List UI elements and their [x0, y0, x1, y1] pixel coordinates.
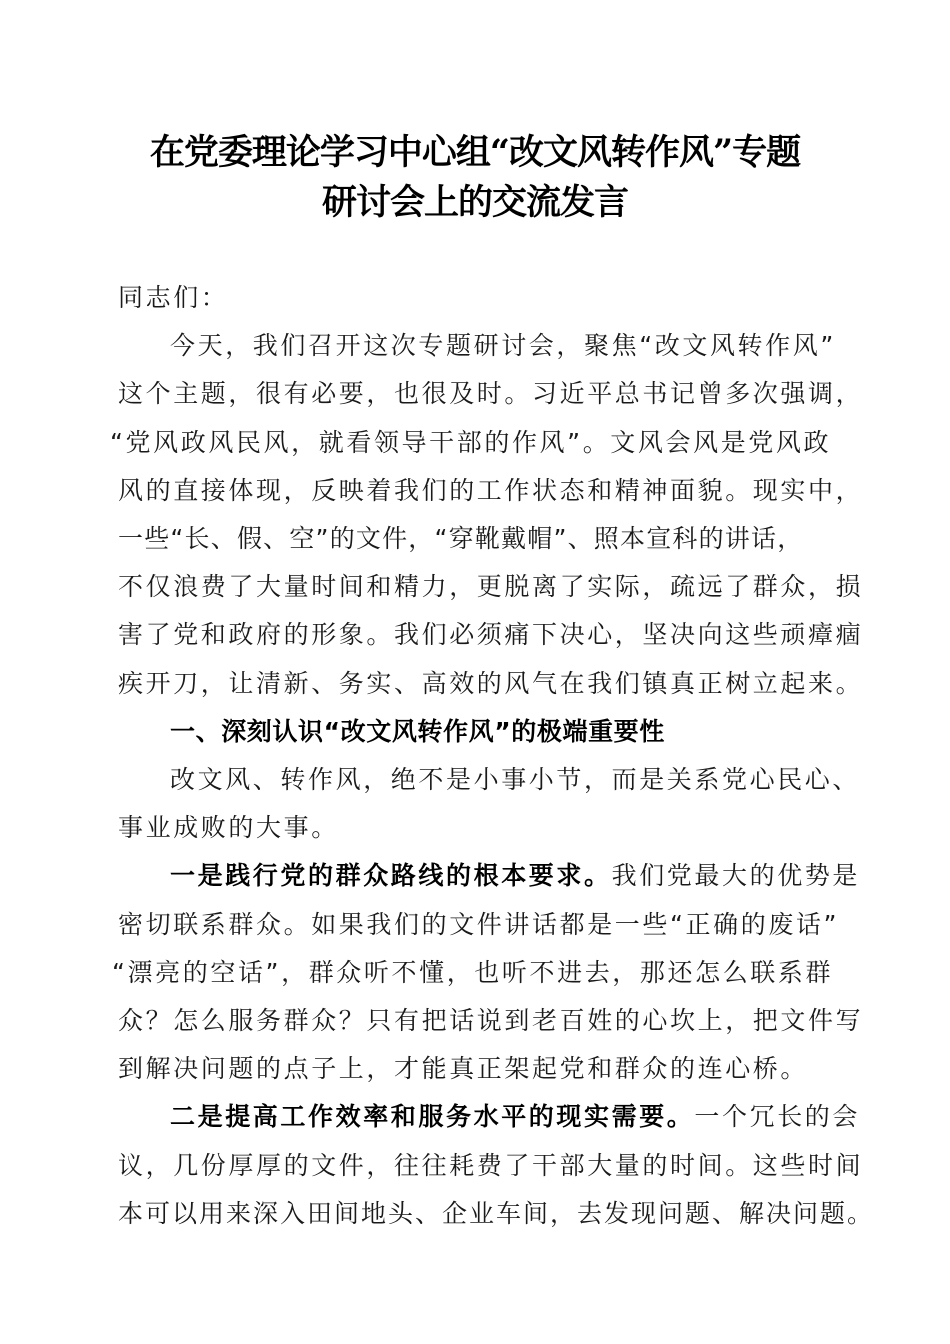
paragraph-intro	[110, 322, 864, 708]
text-line: 到解决问题的点子上，才能真正架起党和群众的连心桥。	[118, 1054, 809, 1084]
title-line-2: 研讨会上的交流发言	[321, 182, 628, 223]
text-line: 事业成败的大事。	[118, 813, 339, 843]
text-line: 密切联系群众。如果我们的文件讲话都是一些“正确的废话”	[118, 909, 840, 939]
section-heading-1: 一、深刻认识“改文风转作风”的极端重要性	[170, 716, 665, 746]
text-line	[118, 1093, 861, 1141]
point-text: 我们党最大的优势是	[611, 861, 861, 891]
text-line: 不仅浪费了大量时间和精力，更脱离了实际，疏远了群众，损	[118, 572, 864, 602]
text-line: “党风政风民风，就看领导干部的作风”。文风会风是党风政	[110, 427, 832, 457]
paragraph-point-2	[118, 1093, 875, 1238]
title-line-1: 在党委理论学习中心组“改文风转作风”专题	[149, 132, 801, 173]
text-line: 众？怎么服务群众？只有把话说到老百姓的心坎上，把文件写	[118, 1006, 864, 1036]
paragraph-section-intro	[118, 756, 861, 852]
text-line: 害了党和政府的形象。我们必须痛下决心，坚决向这些顽瘴痼	[118, 620, 864, 650]
document-title	[100, 128, 850, 228]
text-line: 今天，我们召开这次专题研讨会，聚焦“改文风转作风”	[170, 331, 836, 361]
document-body	[110, 274, 875, 1238]
point-lead: 一是践行党的群众路线的根本要求。	[170, 861, 612, 891]
point-lead: 二是提高工作效率和服务水平的现实需要。	[170, 1102, 695, 1132]
text-line: 本可以用来深入田间地头、企业车间，去发现问题、解决问题。	[118, 1198, 875, 1228]
text-line: 一些“长、假、空”的文件，“穿靴戴帽”、照本宣科的讲话，	[118, 524, 804, 554]
point-text: 一个冗长的会	[694, 1102, 861, 1132]
text-line: 议，几份厚厚的文件，往往耗费了干部大量的时间。这些时间	[118, 1150, 864, 1180]
text-line: “漂亮的空话”，群众听不懂，也听不进去，那还怎么联系群	[112, 957, 834, 987]
text-line: 风的直接体现，反映着我们的工作状态和精神面貌。现实中，	[118, 475, 864, 505]
salutation: 同志们：	[118, 283, 229, 312]
text-line: 改文风、转作风，绝不是小事小节，而是关系党心民心、	[170, 765, 861, 795]
text-line: 疾开刀，让清新、务实、高效的风气在我们镇真正树立起来。	[118, 668, 864, 698]
text-line: 这个主题，很有必要，也很及时。习近平总书记曾多次强调，	[118, 379, 864, 409]
paragraph-point-1	[112, 852, 864, 1093]
text-line	[118, 852, 861, 900]
